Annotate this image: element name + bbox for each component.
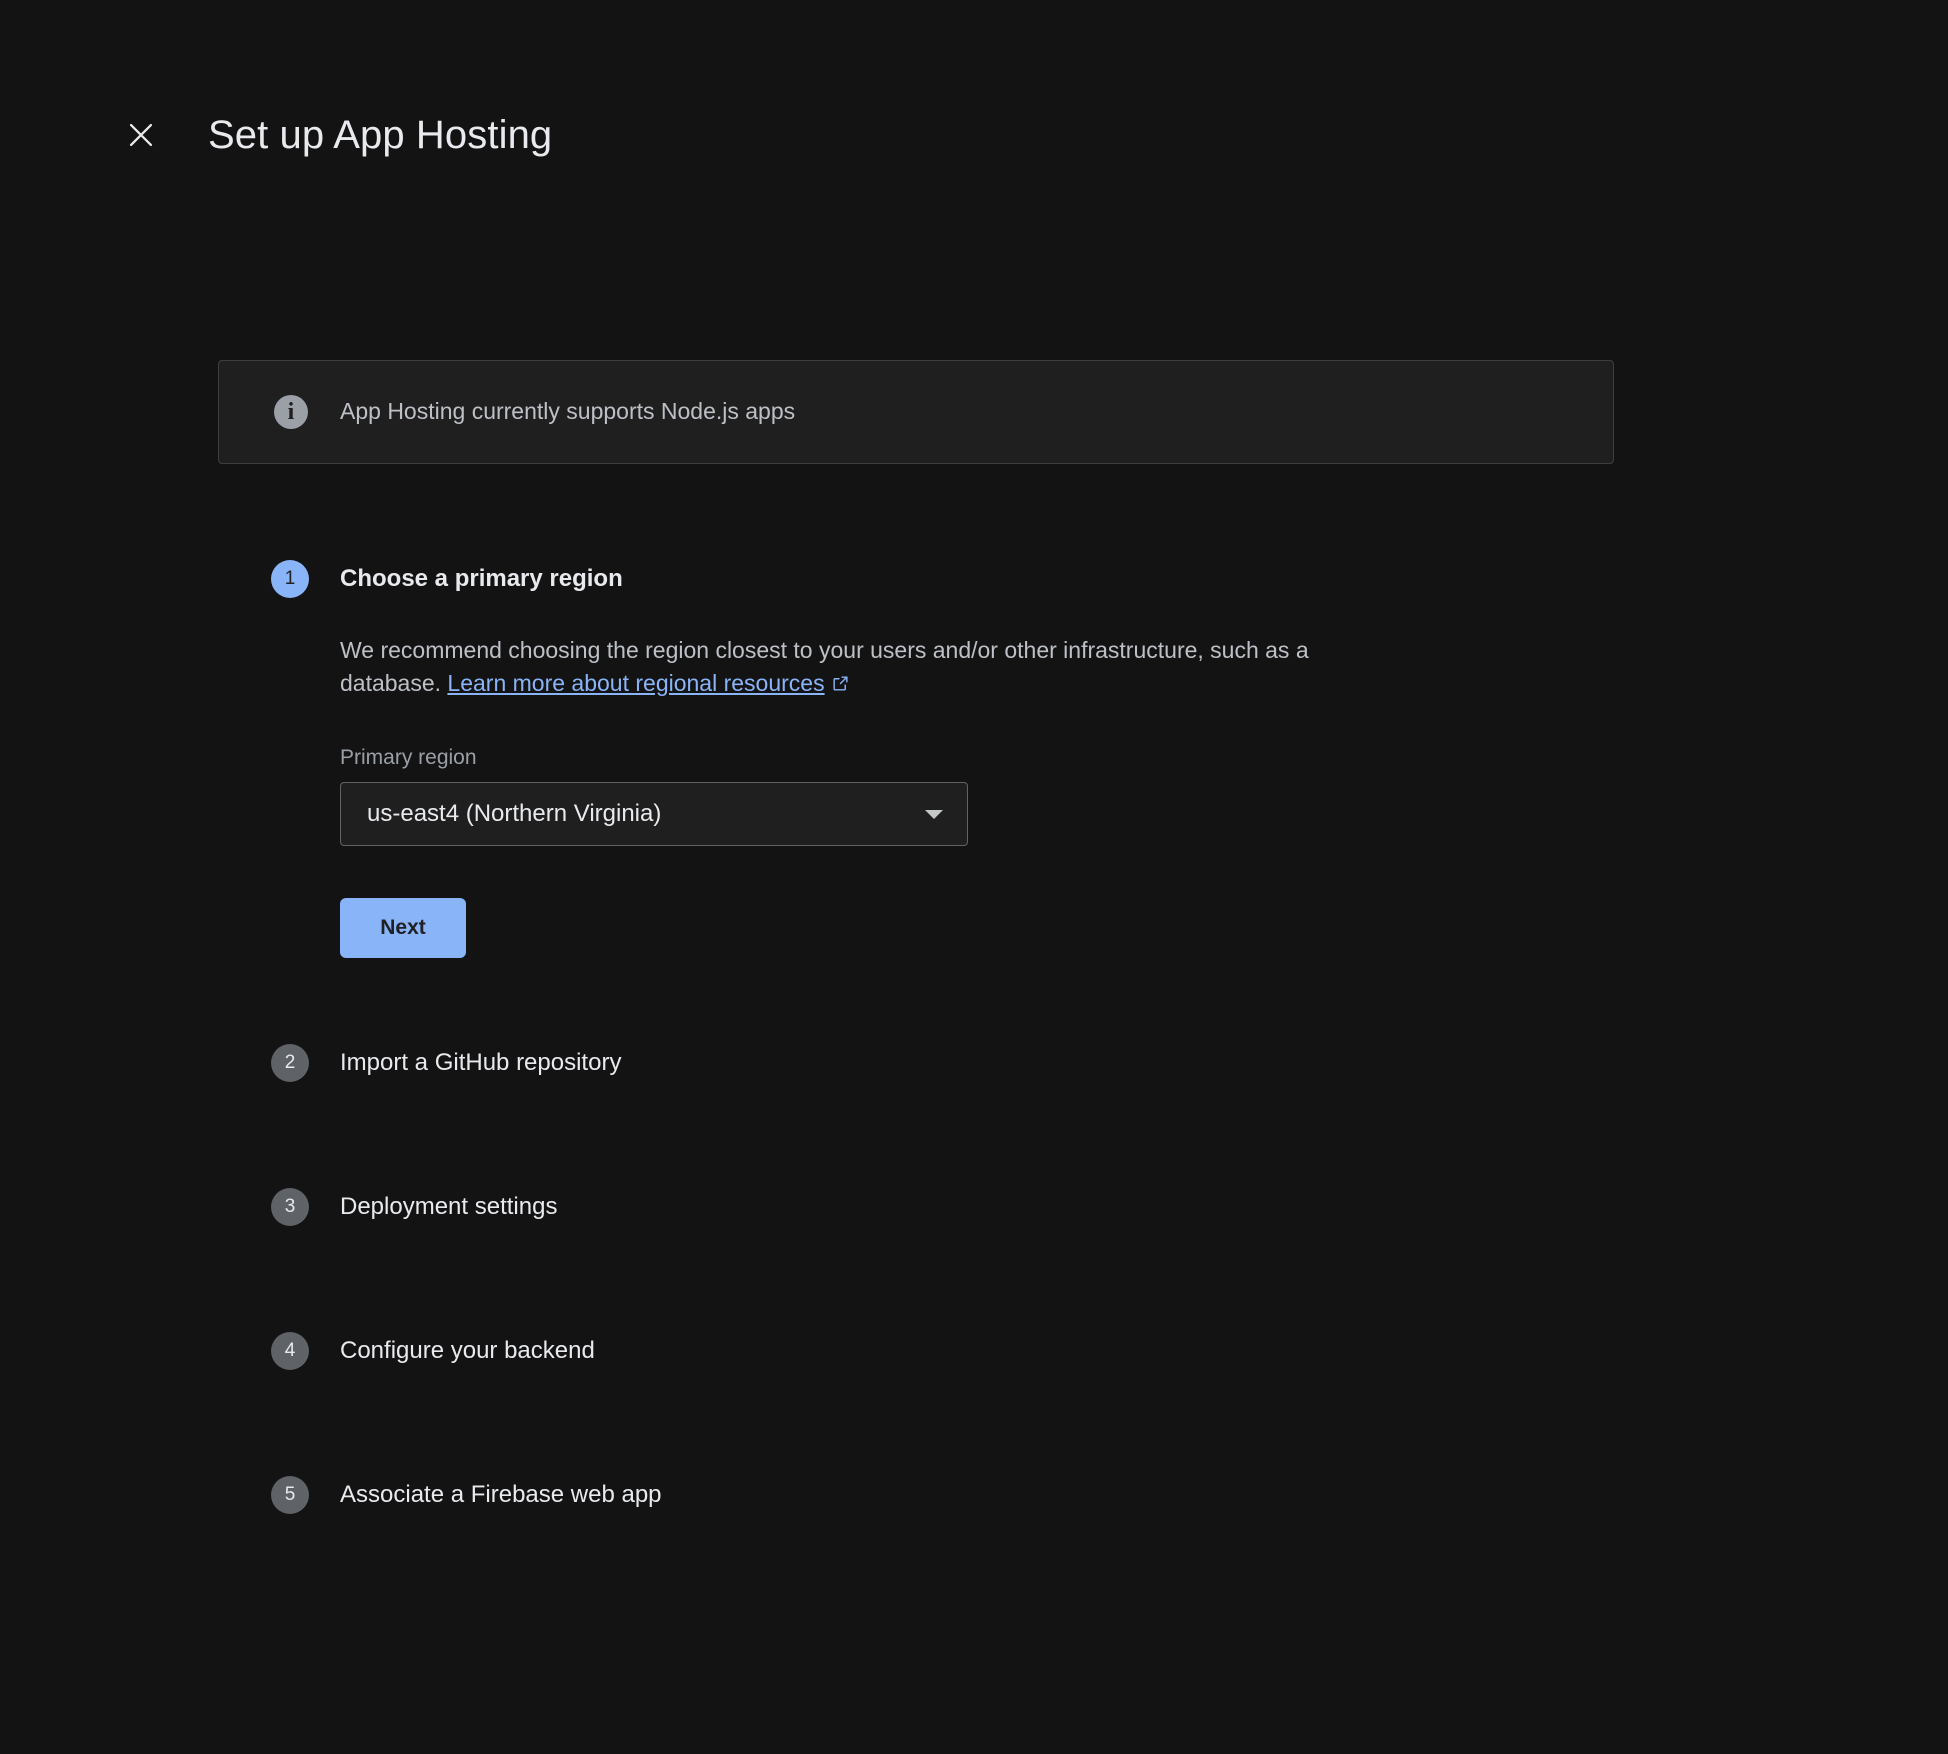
- setup-stepper: [268, 560, 1668, 1514]
- step-3-marker: [268, 1188, 312, 1226]
- info-banner-text: App Hosting currently supports Node.js apps: [340, 398, 796, 425]
- external-link-icon[interactable]: [831, 669, 850, 702]
- chevron-down-icon[interactable]: [925, 810, 943, 819]
- info-banner: [218, 360, 1614, 464]
- step-4-number: 4: [271, 1332, 309, 1370]
- step-1-choose-primary-region[interactable]: [268, 560, 1668, 1044]
- page-header: [118, 112, 552, 158]
- step-3-body: [312, 1188, 1668, 1332]
- region-recommendation-text: [340, 634, 1340, 701]
- step-4-configure-your-backend[interactable]: [268, 1332, 1668, 1476]
- step-5-associate-firebase-web-app[interactable]: [268, 1476, 1668, 1514]
- step-1-number: 1: [271, 560, 309, 598]
- step-1-body: [312, 560, 1668, 1044]
- step-5-marker: [268, 1476, 312, 1514]
- next-button[interactable]: Next: [340, 898, 466, 958]
- step-3-number: 3: [271, 1188, 309, 1226]
- step-3-deployment-settings[interactable]: [268, 1188, 1668, 1332]
- primary-region-selected-value: us-east4 (Northern Virginia): [367, 800, 662, 828]
- step-2-marker: [268, 1044, 312, 1082]
- step-2-label: Import a GitHub repository: [340, 1049, 622, 1077]
- step-4-marker: [268, 1332, 312, 1370]
- step-4-label: Configure your backend: [340, 1337, 595, 1365]
- step-1-marker: [268, 560, 312, 598]
- info-icon: i: [274, 395, 308, 429]
- learn-more-regional-resources-link[interactable]: Learn more about regional resources: [447, 669, 825, 696]
- step-1-label: Choose a primary region: [340, 565, 623, 592]
- region-recommendation-sentence: We recommend choosing the region closest to your users and/or other infrastructure, such as a database.: [340, 637, 1309, 696]
- step-5-number: 5: [271, 1476, 309, 1514]
- step-2-import-github-repository[interactable]: [268, 1044, 1668, 1188]
- step-3-label: Deployment settings: [340, 1193, 558, 1221]
- step-2-number: 2: [271, 1044, 309, 1082]
- step-5-label: Associate a Firebase web app: [340, 1481, 662, 1509]
- step-2-body: [312, 1044, 1668, 1188]
- step-5-body: [312, 1476, 1668, 1514]
- step-1-content: [340, 598, 1668, 1044]
- primary-region-select[interactable]: [340, 782, 968, 846]
- close-icon[interactable]: [118, 112, 164, 158]
- primary-region-field-label: Primary region: [340, 746, 477, 770]
- page-title: Set up App Hosting: [208, 113, 553, 157]
- step-4-body: [312, 1332, 1668, 1476]
